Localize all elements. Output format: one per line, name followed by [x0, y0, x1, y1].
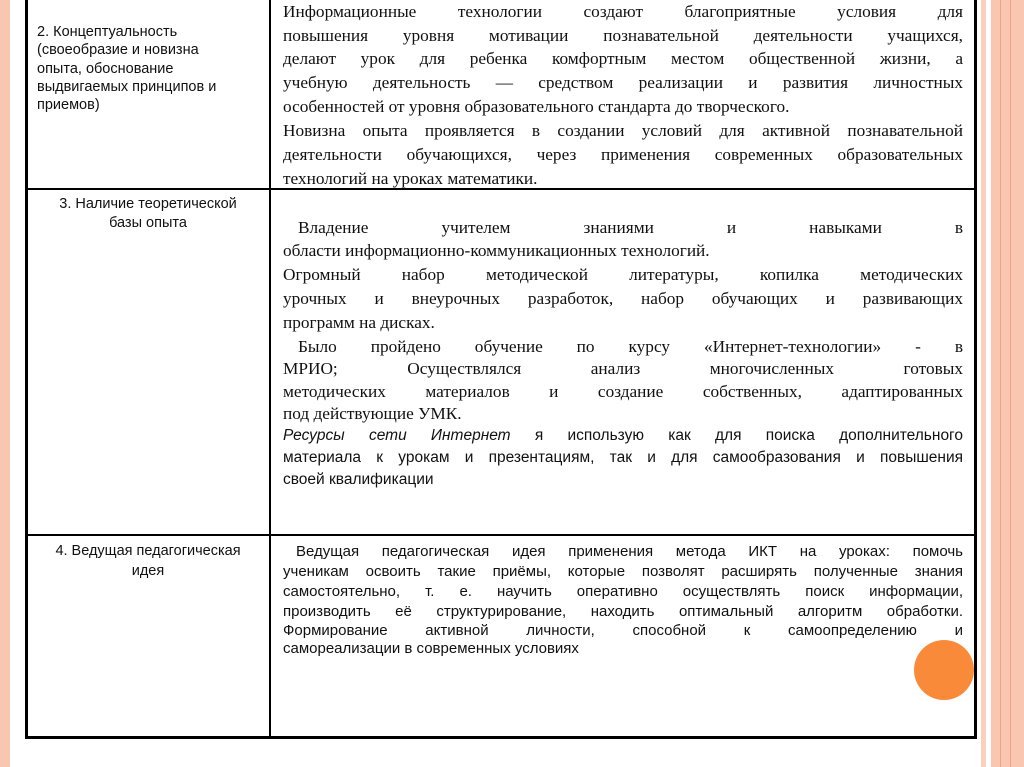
text-line: делают урок для ребенка комфортным местом общественной жизни, а [283, 49, 963, 68]
text-line: производить её структурирование, находить оптимальный алгоритм обработки. [283, 603, 963, 620]
decor-circle [914, 640, 974, 700]
text-line: программ на дисках. [283, 313, 435, 332]
text-line: повышения уровня мотивации познавательной деятельности учащихся, [283, 26, 963, 45]
text-line: методических материалов и создание собственных, адаптированных [283, 382, 963, 401]
text-line: самореализации в современных условиях [283, 640, 579, 657]
text-line: Новизна опыта проявляется в создании условий для активной познавательной [283, 121, 963, 140]
text-line: ученикам освоить такие приёмы, которые позволят расширять полученные знания [283, 563, 963, 580]
text-line: своей квалификации [283, 471, 434, 488]
text-line: материала к урокам и презентациям, так и для самообразования и повышения [283, 449, 963, 466]
text-line: учебную деятельность — средством реализации и развития личностных [283, 73, 963, 92]
label-line: приемов) [37, 97, 100, 113]
text-line: Формирование активной личности, способной к самоопределению и [283, 622, 963, 639]
text-line: деятельности обучающихся, через применения современных образовательных [283, 145, 963, 164]
label-line: 2. Концептуальность [37, 24, 178, 40]
text-line: области информационно-коммуникационных технологий. [283, 241, 710, 260]
label-line: выдвигаемых принципов и [37, 79, 217, 95]
emphasis-text: Ресурсы сети Интернет [283, 427, 511, 444]
decor-stripe-left [0, 0, 10, 767]
label-line: 3. Наличие теоретической [59, 196, 237, 212]
text-line: самостоятельно, т. е. научить оперативно осуществлять поиск информации, [283, 583, 963, 600]
text-line: Огромный набор методической литературы, копилка методических [283, 265, 963, 284]
text-line: урочных и внеурочных разработок, набор обучающих и развивающих [283, 289, 963, 308]
decor-stripe-right [991, 0, 1024, 767]
label-line: (своеобразие и новизна [37, 42, 199, 58]
text-line: Информационные технологии создают благоприятные условия для [283, 2, 963, 21]
decor-stripe-line [1000, 0, 1001, 767]
text-line: технологий на уроках математики. [283, 169, 538, 188]
text-line: МРИО; Осуществлялся анализ многочисленных готовых [283, 359, 963, 378]
text-line: Ведущая педагогическая идея применения метода ИКТ на уроках: помочь [296, 543, 963, 560]
column-divider [269, 0, 271, 739]
label-line: опыта, обоснование [37, 61, 174, 77]
text-line: Было пройдено обучение по курсу «Интернет-технологии» - в [298, 337, 963, 356]
decor-stripe-line [1010, 0, 1011, 767]
label-line: идея [131, 563, 165, 579]
text-line: особенностей от уровня образовательного стандарта до творческого. [283, 97, 790, 116]
text-line: я использую как для поиска дополнительного [510, 427, 963, 444]
label-line: 4. Ведущая педагогическая [55, 543, 241, 559]
row-divider [25, 534, 977, 536]
decor-stripe-right [981, 0, 986, 767]
text-line: под действующие УМК. [283, 404, 462, 423]
label-line: базы опыта [109, 215, 187, 231]
text-line: Владение учителем знаниями и навыками в [298, 218, 963, 237]
